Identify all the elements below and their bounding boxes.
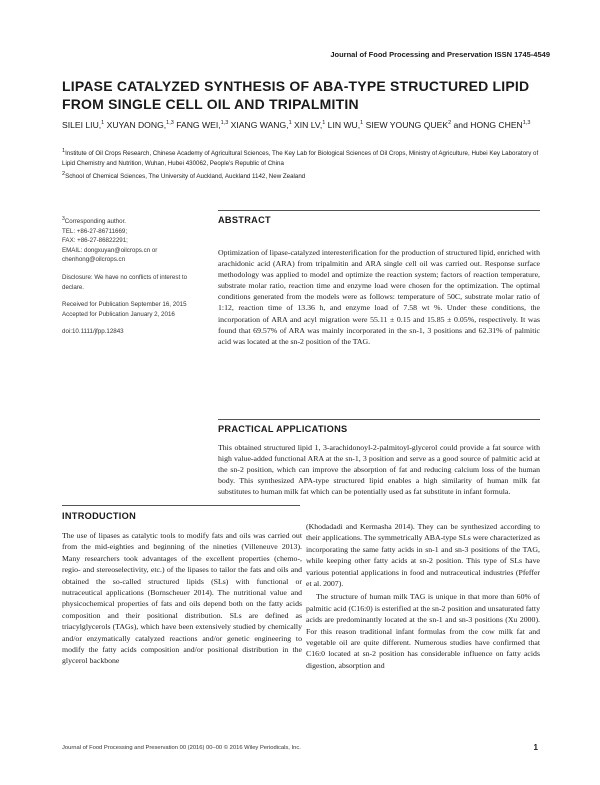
intro-paragraph: The structure of human milk TAG is unique in that more than 60% of palmitic acid (C16:0) is esterified at the sn-2 position and unsaturated fatty acids are predominantly located at the sn-1 and sn-3 positions (Xu 2000). For this reason traditional infant formulas from the cow milk fat and vegetable oil are quite different. Numerous studies have confirmed that C16:0 located at sn-2 position has considerable influence on fatty acids digestion, absorption and: [306, 592, 540, 670]
intro-section: [62, 505, 300, 521]
author: SILEI LIU,$^1$: [62, 119, 105, 130]
divider: [62, 505, 300, 506]
intro-heading: INTRODUCTION: [62, 511, 137, 521]
footer-citation: Journal of Food Processing and Preservation 00 (2016) 00–00 © 2016 Wiley Periodicals, Inc.: [62, 745, 301, 751]
page-number: 1: [533, 743, 538, 752]
disclosure: Disclosure: We have no conflicts of interest to declare.: [62, 274, 188, 291]
author: and HONG CHEN$^{1,3}$: [451, 119, 531, 130]
abstract-text: Optimization of lipase-catalyzed interesterification for the production of structured lipid, enriched with arachidonic acid (ARA) from tripalmitin and ARA single cell oil was carried out. Response surface methodology was applied to model and optimize the reaction system; factors of reaction temperature, substrate molar ratio, reaction time and enzyme load were chosen for the optimization. The optimal conditions generated from the models were as follows: temperature of 50C, substrate molar ratio of 1:12, reaction time of 13.36 h, and enzyme load of 7.58 wt %. Under these conditions, the incorporation of ARA and acyl migration were 55.11 ± 0.15 and 15.85 ± 0.05%, respectively. It was found that 69.57% of ARA was mainly incorporated in the sn-1, 3 positions and 62.31% of palmitic acid was located at the sn-2 position of the TAG.: [218, 248, 540, 346]
article-info-sidebar: [62, 215, 210, 337]
author: SIEW YOUNG QUEK$^2$: [363, 119, 452, 130]
intro-paragraph: (Khodadadi and Kermasha 2014). They can be synthesized according to their applications. The symmetrically ABA-type SLs were characterized as incorporating the same fatty acids in sn-1 and sn-3 positions of the TAG, while keeping other fatty acids at sn-2 position. This type of SLs have various potential applications in food and nutraceutical industries (Pfeffer et al. 2007).: [306, 522, 540, 589]
affiliation: $^1$Institute of Oil Crops Research, Chinese Academy of Agricultural Sciences, The Key Lab for Biological Sciences of Oil Crops, Ministry of Agriculture, Hubei Key Laboratory of Lipid Chemistry and Nutrition, Wuhan, Hubei 430062, People's Republic of China: [62, 148, 539, 168]
article-title: LIPASE CATALYZED SYNTHESIS OF ABA-TYPE STRUCTURED LIPID FROM SINGLE CELL OIL AND TRIPALMITIN: [62, 78, 530, 112]
correspondence-block: $^3$Corresponding author. TEL: +86-27-86711669; FAX: +86-27-86822291; EMAIL: dongxuyan@oilcrops.cn or chenhong@oilcrops.cn: [62, 215, 210, 265]
doi-link[interactable]: doi:10.1111/jfpp.12843: [62, 328, 124, 336]
author: XUYAN DONG,$^{1,3}$: [104, 119, 174, 130]
practical-section: [218, 419, 540, 497]
author: FANG WEI,$^{1,3}$: [173, 119, 229, 130]
intro-paragraph: The use of lipases as catalytic tools to modify fats and oils was carried out from the mid-eighties and beginning of the nineties (Villeneuve 2013). Many researchers took advantages of the excellent properties (chemo-, regio- and stereoselectivity, etc.) of the lipases to tailor the fats and oils and obtained the so-called structured lipids (SLs) with functional or nutraceutical applications (Bornscheuer 2014). The nutritional value and physicochemical properties of fats and oils depend both on the fatty acids composition and their positional distribution. SLs are defined as triacylglycerols (TAGs), which have been extensively studied by chemically and/or enzymatically catalyzed reactions and/or genetic engineering to modify the fatty acids composition and/or positional distribution in the glycerol backbone: [62, 531, 302, 666]
email-link[interactable]: EMAIL: dongxuyan@oilcrops.cn or chenhong@oilcrops.cn: [62, 246, 158, 264]
affiliation: $^2$School of Chemical Sciences, The University of Auckland, Auckland 1142, New Zealand: [62, 171, 306, 181]
practical-text: This obtained structured lipid 1, 3-arachidonoyl-2-palmitoyl-glycerol could provide a fat source with high value-added functional ARA at the sn-1, 3 position and serve as a good source of palmitic acid at the sn-2 position, which can improve the absorption of fat and reducing calcium loss of the human body. This synthesized APA-type structured lipid enables a high similarity of human milk fat substitutes to human milk fat which can be potentially used as fat substitute in infant formula.: [218, 443, 540, 497]
abstract-heading: ABSTRACT: [218, 215, 271, 225]
intro-column-1: [62, 530, 302, 667]
author-list: [62, 117, 532, 131]
author: XIANG WANG,$^1$: [228, 119, 292, 130]
author: XIN LV,$^1$: [291, 119, 326, 130]
publication-dates: Received for Publication September 16, 2015 Accepted for Publication January 2, 2016: [62, 301, 187, 318]
practical-heading: PRACTICAL APPLICATIONS: [218, 424, 348, 434]
intro-column-2: [306, 521, 540, 671]
journal-header: Journal of Food Processing and Preservation ISSN 1745-4549: [330, 50, 550, 59]
divider: [218, 419, 540, 420]
divider: [218, 210, 540, 211]
author: LIN WU,$^1$: [325, 119, 364, 130]
affiliations: [62, 146, 552, 183]
abstract-section: [218, 210, 540, 347]
